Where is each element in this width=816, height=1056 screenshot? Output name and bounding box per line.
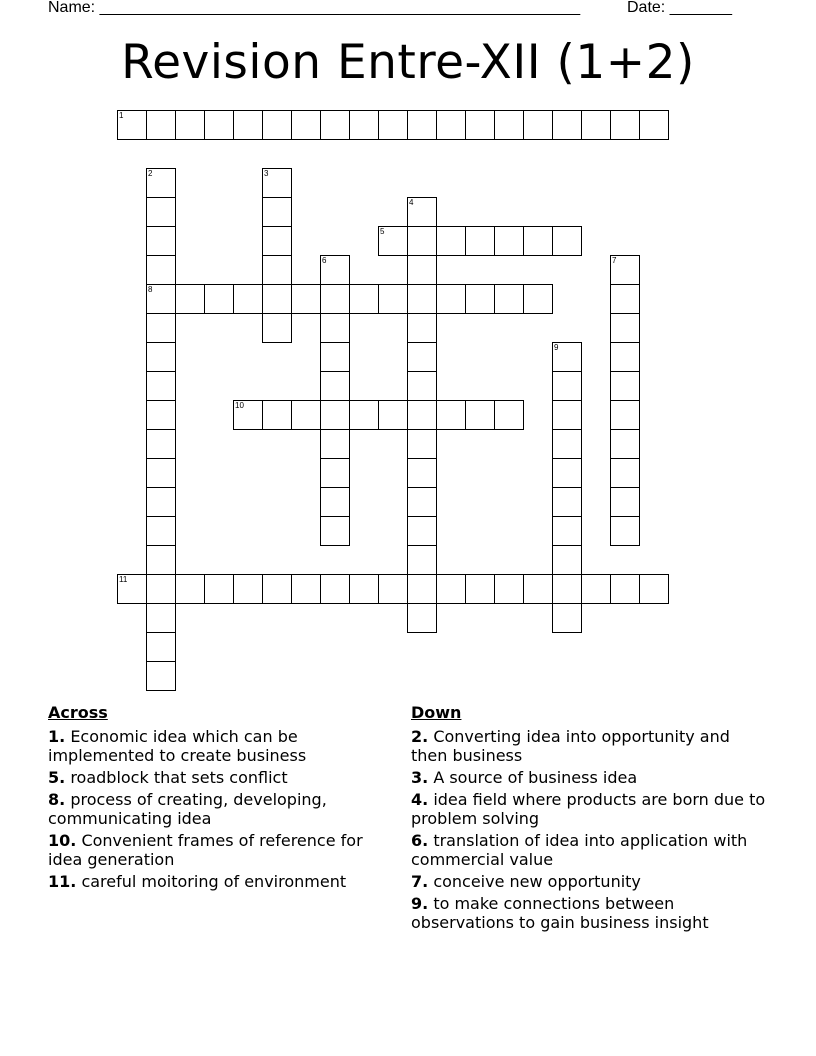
clue-across-5	[48, 768, 393, 787]
crossword-cell[interactable]	[233, 400, 263, 430]
clue-text: A source of business idea	[433, 768, 638, 787]
crossword-cell[interactable]	[407, 545, 437, 575]
crossword-cell[interactable]	[610, 487, 640, 517]
crossword-cell[interactable]	[146, 603, 176, 633]
crossword-cell[interactable]	[494, 574, 524, 604]
crossword-cell[interactable]	[552, 342, 582, 372]
crossword-cell[interactable]	[436, 284, 466, 314]
crossword-cell[interactable]	[552, 429, 582, 459]
cell-number: 8	[148, 285, 153, 294]
cell-number: 2	[148, 169, 153, 178]
crossword-cell[interactable]	[262, 284, 292, 314]
crossword-cell[interactable]	[407, 313, 437, 343]
down-clue-list	[411, 727, 771, 932]
crossword-cell[interactable]	[320, 400, 350, 430]
crossword-cell[interactable]	[610, 574, 640, 604]
crossword-cell[interactable]	[320, 429, 350, 459]
crossword-cell[interactable]	[610, 371, 640, 401]
clue-number: 9.	[411, 894, 429, 913]
clue-text: process of creating, developing, communicating idea	[48, 790, 327, 828]
crossword-cell[interactable]	[320, 574, 350, 604]
crossword-cell[interactable]	[552, 574, 582, 604]
crossword-cell[interactable]	[407, 458, 437, 488]
clue-number: 2.	[411, 727, 429, 746]
crossword-cell[interactable]	[407, 342, 437, 372]
crossword-cell[interactable]	[407, 400, 437, 430]
crossword-cell[interactable]	[378, 110, 408, 140]
clue-number: 3.	[411, 768, 429, 787]
crossword-cell[interactable]	[523, 226, 553, 256]
crossword-cell[interactable]	[146, 661, 176, 691]
crossword-cell[interactable]	[407, 371, 437, 401]
crossword-cell[interactable]	[233, 110, 263, 140]
crossword-cell[interactable]	[291, 284, 321, 314]
crossword-cell[interactable]	[552, 400, 582, 430]
crossword-cell[interactable]	[146, 458, 176, 488]
cell-number: 3	[264, 169, 269, 178]
clue-number: 11.	[48, 872, 77, 891]
down-clues	[411, 702, 771, 935]
crossword-cell[interactable]	[320, 313, 350, 343]
crossword-cell[interactable]	[639, 574, 669, 604]
date-label: Date: _______	[627, 0, 732, 16]
crossword-cell[interactable]	[146, 255, 176, 285]
crossword-cell[interactable]	[146, 168, 176, 198]
crossword-cell[interactable]	[436, 110, 466, 140]
cell-number: 5	[380, 227, 385, 236]
crossword-cell[interactable]	[262, 197, 292, 227]
clue-text: conceive new opportunity	[433, 872, 641, 891]
clue-text: Converting idea into opportunity and then business	[411, 727, 730, 765]
crossword-cell[interactable]	[465, 284, 495, 314]
crossword-cell[interactable]	[465, 226, 495, 256]
crossword-cell[interactable]	[262, 226, 292, 256]
crossword-cell[interactable]	[146, 342, 176, 372]
crossword-cell[interactable]	[117, 574, 147, 604]
crossword-cell[interactable]	[610, 400, 640, 430]
crossword-cell[interactable]	[146, 516, 176, 546]
crossword-cell[interactable]	[146, 574, 176, 604]
crossword-cell[interactable]	[320, 487, 350, 517]
crossword-cell[interactable]	[349, 110, 379, 140]
crossword-cell[interactable]	[465, 574, 495, 604]
crossword-cell[interactable]	[407, 226, 437, 256]
clue-down-9	[411, 894, 771, 932]
crossword-cell[interactable]	[552, 371, 582, 401]
clue-number: 6.	[411, 831, 429, 850]
clue-down-3	[411, 768, 771, 787]
crossword-cell[interactable]	[291, 400, 321, 430]
clue-across-11	[48, 872, 393, 891]
cell-number: 4	[409, 198, 414, 207]
clue-text: to make connections between observations to gain business insight	[411, 894, 709, 932]
clue-down-4	[411, 790, 771, 828]
crossword-cell[interactable]	[552, 226, 582, 256]
across-clues	[48, 702, 393, 894]
across-heading: Across	[48, 703, 108, 722]
crossword-cell[interactable]	[291, 110, 321, 140]
crossword-cell[interactable]	[146, 110, 176, 140]
crossword-cell[interactable]	[610, 284, 640, 314]
crossword-cell[interactable]	[407, 197, 437, 227]
clue-number: 10.	[48, 831, 77, 850]
crossword-cell[interactable]	[610, 516, 640, 546]
crossword-cell[interactable]	[349, 400, 379, 430]
crossword-cell[interactable]	[610, 458, 640, 488]
crossword-cell[interactable]	[117, 110, 147, 140]
clue-number: 5.	[48, 768, 66, 787]
crossword-cell[interactable]	[407, 574, 437, 604]
crossword-cell[interactable]	[494, 284, 524, 314]
crossword-cell[interactable]	[552, 458, 582, 488]
crossword-cell[interactable]	[407, 284, 437, 314]
crossword-cell[interactable]	[320, 110, 350, 140]
crossword-cell[interactable]	[175, 110, 205, 140]
clue-text: careful moitoring of environment	[81, 872, 347, 891]
crossword-cell[interactable]	[320, 516, 350, 546]
crossword-cell[interactable]	[204, 284, 234, 314]
crossword-cell[interactable]	[233, 284, 263, 314]
clue-across-1	[48, 727, 393, 765]
crossword-cell[interactable]	[378, 284, 408, 314]
crossword-cell[interactable]	[320, 458, 350, 488]
crossword-cell[interactable]	[407, 516, 437, 546]
cell-number: 6	[322, 256, 327, 265]
crossword-cell[interactable]	[465, 400, 495, 430]
crossword-cell[interactable]	[262, 400, 292, 430]
crossword-cell[interactable]	[146, 632, 176, 662]
crossword-cell[interactable]	[552, 603, 582, 633]
crossword-cell[interactable]	[146, 487, 176, 517]
crossword-cell[interactable]	[407, 255, 437, 285]
clue-down-2	[411, 727, 771, 765]
clue-number: 1.	[48, 727, 66, 746]
crossword-cell[interactable]	[494, 400, 524, 430]
crossword-cell[interactable]	[407, 110, 437, 140]
crossword-cell[interactable]	[523, 110, 553, 140]
crossword-cell[interactable]	[146, 429, 176, 459]
crossword-cell[interactable]	[291, 574, 321, 604]
crossword-cell[interactable]	[146, 400, 176, 430]
clue-text: roadblock that sets conflict	[70, 768, 288, 787]
crossword-cell[interactable]	[552, 545, 582, 575]
crossword-cell[interactable]	[610, 313, 640, 343]
crossword-cell[interactable]	[320, 342, 350, 372]
clue-down-6	[411, 831, 771, 869]
cell-number: 9	[554, 343, 559, 352]
crossword-cell[interactable]	[262, 168, 292, 198]
crossword-cell[interactable]	[320, 371, 350, 401]
clue-number: 8.	[48, 790, 66, 809]
crossword-cell[interactable]	[407, 429, 437, 459]
crossword-cell[interactable]	[436, 574, 466, 604]
crossword-cell[interactable]	[610, 429, 640, 459]
crossword-cell[interactable]	[436, 226, 466, 256]
crossword-cell[interactable]	[523, 574, 553, 604]
crossword-cell[interactable]	[175, 574, 205, 604]
name-label: Name: ______________________________________________________	[48, 0, 581, 16]
cell-number: 7	[612, 256, 617, 265]
crossword-cell[interactable]	[610, 255, 640, 285]
clue-text: Convenient frames of reference for idea generation	[48, 831, 363, 869]
crossword-cell[interactable]	[552, 516, 582, 546]
crossword-cell[interactable]	[523, 284, 553, 314]
crossword-cell[interactable]	[639, 110, 669, 140]
crossword-cell[interactable]	[610, 342, 640, 372]
crossword-cell[interactable]	[146, 371, 176, 401]
crossword-cell[interactable]	[204, 110, 234, 140]
crossword-cell[interactable]	[378, 226, 408, 256]
crossword-cell[interactable]	[581, 110, 611, 140]
clue-text: Economic idea which can be implemented to create business	[48, 727, 307, 765]
cell-number: 10	[235, 401, 244, 410]
crossword-cell[interactable]	[349, 574, 379, 604]
crossword-cell[interactable]	[204, 574, 234, 604]
crossword-cell[interactable]	[378, 574, 408, 604]
crossword-cell[interactable]	[146, 545, 176, 575]
down-heading: Down	[411, 703, 462, 722]
crossword-cell[interactable]	[494, 110, 524, 140]
clue-text: translation of idea into application with commercial value	[411, 831, 748, 869]
crossword-cell[interactable]	[552, 110, 582, 140]
crossword-cell[interactable]	[407, 487, 437, 517]
crossword-cell[interactable]	[320, 284, 350, 314]
clue-number: 4.	[411, 790, 429, 809]
clue-across-8	[48, 790, 393, 828]
clue-text: idea field where products are born due to problem solving	[411, 790, 766, 828]
crossword-cell[interactable]	[320, 255, 350, 285]
clue-across-10	[48, 831, 393, 869]
crossword-cell[interactable]	[378, 400, 408, 430]
crossword-cell[interactable]	[610, 110, 640, 140]
crossword-cell[interactable]	[233, 574, 263, 604]
crossword-cell[interactable]	[262, 110, 292, 140]
crossword-cell[interactable]	[146, 226, 176, 256]
crossword-cell[interactable]	[494, 226, 524, 256]
crossword-cell[interactable]	[581, 574, 611, 604]
crossword-cell[interactable]	[262, 255, 292, 285]
clue-number: 7.	[411, 872, 429, 891]
crossword-cell[interactable]	[146, 197, 176, 227]
crossword-cell[interactable]	[146, 284, 176, 314]
page-title: Revision Entre-XII (1+2)	[121, 35, 695, 90]
cell-number: 1	[119, 111, 124, 120]
crossword-cell[interactable]	[407, 603, 437, 633]
clue-down-7	[411, 872, 771, 891]
crossword-cell[interactable]	[146, 313, 176, 343]
crossword-cell[interactable]	[262, 313, 292, 343]
cell-number: 11	[119, 575, 128, 584]
crossword-cell[interactable]	[262, 574, 292, 604]
crossword-cell[interactable]	[465, 110, 495, 140]
across-clue-list	[48, 727, 393, 891]
crossword-cell[interactable]	[436, 400, 466, 430]
crossword-cell[interactable]	[349, 284, 379, 314]
crossword-cell[interactable]	[552, 487, 582, 517]
crossword-cell[interactable]	[175, 284, 205, 314]
